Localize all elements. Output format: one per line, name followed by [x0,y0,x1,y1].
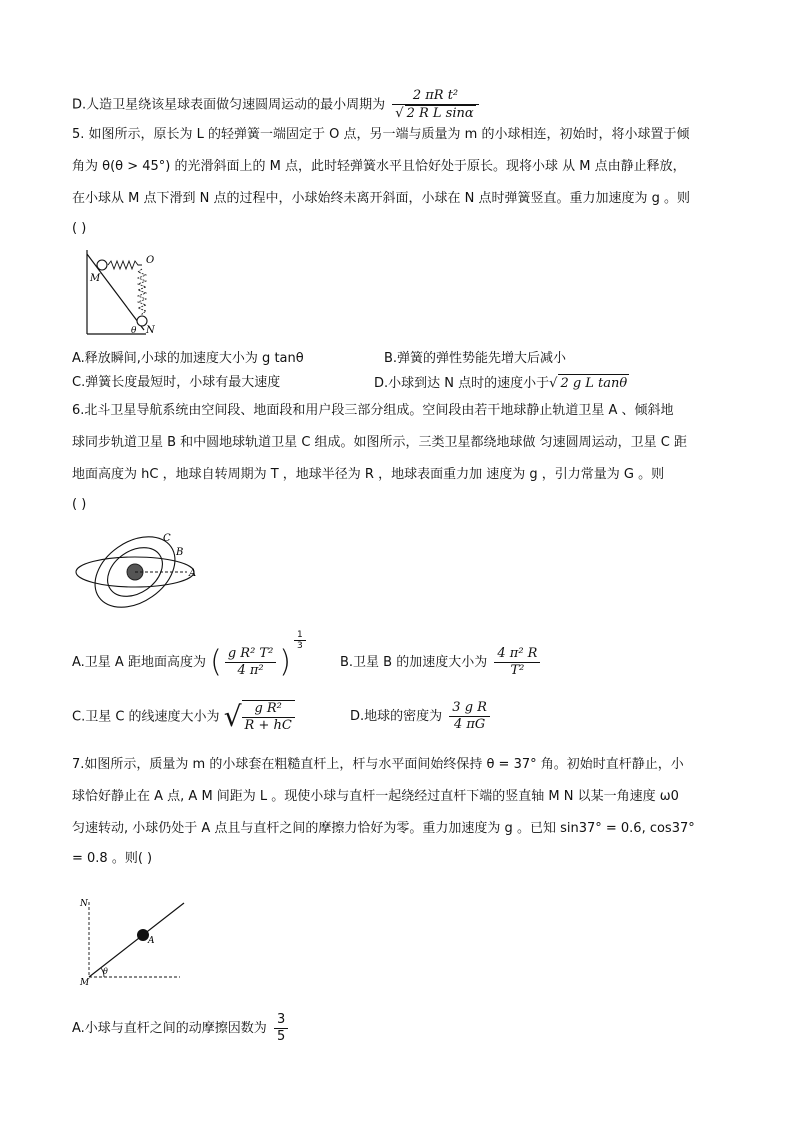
q6-label-b: B [176,547,184,558]
q6-option-c [72,700,298,734]
q7-label-m: M [80,978,90,988]
q6-option-d-denominator: 4 πG [453,717,486,732]
q7-rod [89,903,184,977]
q6-option-a-exponent [294,630,306,651]
prev-option-d [72,88,482,122]
q7-label-theta: θ [103,967,108,976]
q5-line-1: 5. 如图所示，原长为 L 的轻弹簧一端固定于 O 点，另一端与质量为 m 的小球相连，初始时，将小球置于倾 [72,127,690,142]
q6-option-a-denominator: 4 π² [237,663,264,678]
q6-option-b-label: B.卫星 B 的加速度大小为 [340,655,488,670]
q5-label-m: M [90,273,101,284]
q5-option-d: D.小球到达 N 点时的速度小于√ 2 g L tanθ [374,376,628,391]
q7-line-2: 球恰好静止在 A 点, A M 间距为 L 。现使小球与直杆一起绕经过直杆下端的竖直轴 M N 以某一角速度 ω0 [72,789,679,804]
q6-orbit-figure [74,522,204,618]
q6-option-d-fraction [449,700,490,733]
prev-option-d-radicand: 2 R L sinα [406,106,474,121]
q6-option-a-numerator: g R² T² [225,646,276,663]
q6-line-2: 球同步轨道卫星 B 和中圆地球轨道卫星 C 组成。如图所示，三类卫星都绕地球做 匀速圆周运动，卫星 C 距 [72,435,687,450]
q5-option-b: B.弹簧的弹性势能先增大后减小 [384,351,567,366]
q7-label-a: A [148,936,155,946]
q7-option-a [72,1012,291,1045]
q6-option-b [340,646,543,679]
q5-ball-m [97,260,107,270]
q6-option-c-fraction [242,700,295,734]
q7-option-a-label: A.小球与直杆之间的动摩擦因数为 [72,1021,267,1036]
q5-line-2: 角为 θ(θ > 45°) 的光滑斜面上的 M 点，此时轻弹簧水平且恰好处于原长。现将小球 从 M 点由静止释放， [72,159,686,174]
q6-line-3: 地面高度为 hC ，地球自转周期为 T ，地球半径为 R ，地球表面重力加 速度为 g ，引力常量为 G 。则 [72,467,665,482]
q5-spring-horizontal [108,261,142,269]
prev-option-d-numerator: 2 πR t² [392,88,478,105]
q6-option-c-label: C.卫星 C 的线速度大小为 [72,709,220,725]
q7-line-4: = 0.8 。则( ) [72,851,153,866]
q6-option-a-right-paren: ) [279,644,292,680]
q7-label-n: N [80,899,88,909]
q6-option-c-denominator: R + hC [244,718,292,733]
q7-rod-figure [78,876,188,988]
prev-option-d-label: D.人造卫星绕该星球表面做匀速圆周运动的最小周期为 [72,97,386,113]
q5-answer-paren: ( ) [72,221,87,236]
q6-line-1: 6.北斗卫星导航系统由空间段、地面段和用户段三部分组成。空间段由若干地球静止轨道卫星 A 、倾斜地 [72,403,674,418]
q6-label-a: A [189,568,197,579]
q6-option-d-label: D.地球的密度为 [350,709,443,724]
q6-option-a-exponent-num: 1 [294,630,306,641]
q5-option-c: C.弹簧长度最短时，小球有最大速度 [72,375,281,390]
q6-answer-paren: ( ) [72,497,87,512]
q6-option-d [350,700,493,733]
q6-option-a-fraction [225,646,276,679]
q6-option-d-numerator: 3 g R [449,700,490,717]
q6-option-a [72,630,309,680]
q5-label-o: O [146,255,155,266]
q6-option-a-exponent-den: 3 [297,641,303,651]
q5-option-d-radicand: 2 g L tanθ [560,376,628,391]
q6-option-b-fraction [494,646,540,679]
q6-option-c-numerator: g R² [242,701,295,718]
q5-option-d-label: D.小球到达 N 点时的速度小于 [374,376,550,391]
q6-option-b-numerator: 4 π² R [494,646,540,663]
q5-line-3: 在小球从 M 点下滑到 N 点的过程中，小球始终未离开斜面，小球在 N 点时弹簧竖直。重力加速度为 g 。则 [72,191,690,206]
prev-option-d-fraction [392,88,478,122]
q7-option-a-fraction [274,1012,288,1045]
q5-incline-figure [80,246,170,340]
q6-option-a-left-paren: ( [210,644,222,680]
q7-option-a-denominator: 5 [276,1029,286,1044]
q7-line-3: 匀速转动, 小球仍处于 A 点且与直杆之间的摩擦力恰好为零。重力加速度为 g 。已知 sin37° = 0.6, cos37° [72,821,695,836]
q6-label-c: C [163,533,171,544]
q5-label-n: N [146,325,155,336]
q5-option-a: A.释放瞬间,小球的加速度大小为 g tanθ [72,351,304,366]
q7-option-a-numerator: 3 [274,1012,288,1029]
q6-option-c-radical: √ [223,700,242,733]
q6-option-a-label: A.卫星 A 距地面高度为 [72,655,206,670]
q7-line-1: 7.如图所示，质量为 m 的小球套在粗糙直杆上，杆与水平面间始终保持 θ = 37° 角。初始时直杆静止，小 [72,757,684,772]
prev-option-d-denominator: √ 2 R L sinα [395,106,474,121]
q5-spring-vertical [138,269,146,316]
q5-label-theta: θ [131,326,137,336]
q6-option-b-denominator: T² [510,663,525,678]
